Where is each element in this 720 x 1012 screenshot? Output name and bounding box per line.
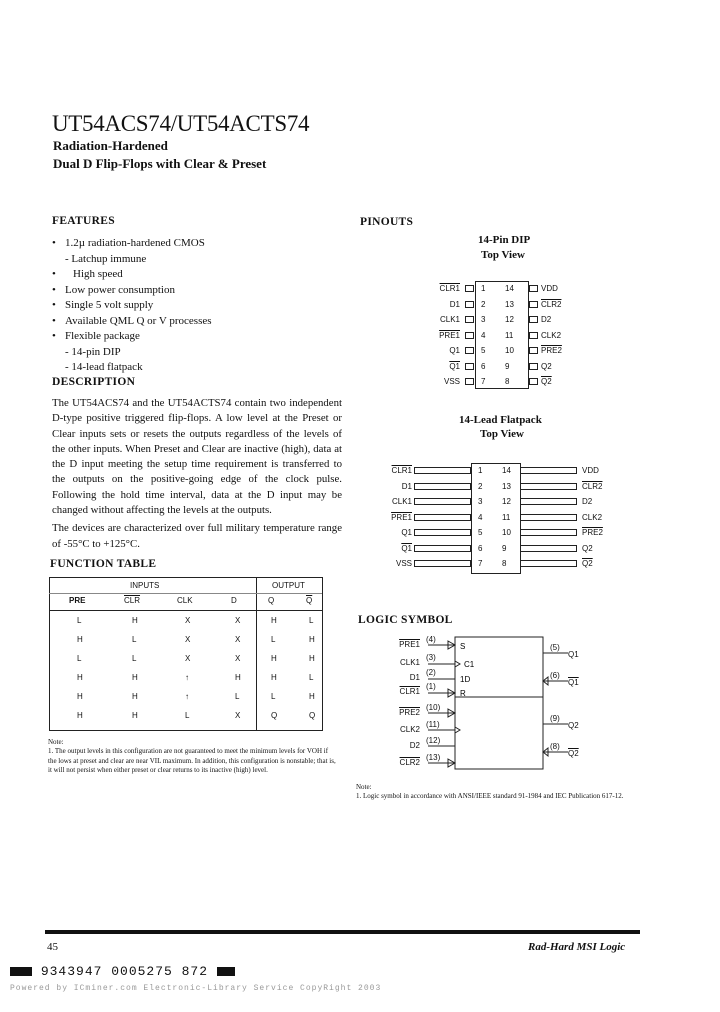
description-heading: DESCRIPTION [52,376,136,388]
pin-label-right: Q2 [541,377,552,386]
pin-number: 1 [481,284,486,293]
table-cell: H [309,692,315,701]
pin-label-left: VSS [395,559,412,568]
table-cell: L [309,616,314,625]
pin-label-right: VDD [582,466,599,475]
logic-output-name: Q2 [568,749,579,758]
table-cell: X [235,711,241,720]
pin-number: 8 [505,377,510,386]
pin-label-left: Q1 [401,543,412,553]
feature-subitem: - 14-lead flatpack [65,361,143,373]
table-cell: X [235,616,241,625]
barcode-line [10,964,235,979]
table-cell: H [132,711,138,720]
logic-output-pin: (9) [550,714,560,723]
logic-input-name: CLK2 [399,725,420,734]
pin-label-right: Q2 [582,543,593,553]
pin-lead [520,514,577,521]
pin-label-right: CLK2 [541,330,562,340]
table-cell: L [309,673,314,682]
dip-title: 14-Pin DIP [478,234,531,246]
dip-view: Top View [481,249,525,261]
barcode-block-left [10,967,32,976]
pin-lead [414,483,471,490]
function-table-rows [49,616,322,731]
pin-number: 10 [505,346,514,355]
table-cell: H [77,673,83,682]
pin-number: 12 [505,315,514,324]
pin-lead [529,285,538,292]
table-cell: X [185,654,191,663]
pin-label-right: Q2 [582,559,593,568]
pin-number: 11 [505,330,514,340]
logic-input-pin: (10) [426,703,441,712]
pin-lead [520,483,577,490]
table-cell: H [77,711,83,720]
flatpack-view: Top View [480,428,524,440]
pin-label-right: D2 [541,315,552,324]
pin-label-left: Q1 [449,346,460,355]
table-cell: X [235,654,241,663]
feature-item: • Low power consumption [52,283,312,299]
pin-label-left: VSS [443,377,460,386]
pin-number: 1 [478,466,483,475]
output-label: OUTPUT [272,581,305,590]
logic-input-name: D2 [409,741,420,750]
feature-item: • Available QML Q or V processes [52,314,312,330]
flatpack-title: 14-Lead Flatpack [459,414,542,426]
logic-input-name: CLR2 [399,758,420,767]
logic-symbol-diagram [380,630,600,775]
pin-number: 8 [502,559,507,568]
pin-lead [520,498,577,505]
pin-lead [414,498,471,505]
pin-number: 7 [478,559,483,568]
pin-number: 6 [478,543,483,553]
pin-lead [465,316,474,323]
box-label-s: S [460,642,466,651]
pin-label-right: PRE2 [541,346,562,355]
logic-output-name: Q1 [568,650,579,659]
pin-label-right: CLR2 [582,481,603,491]
pin-label-left: D1 [449,299,460,309]
pin-lead [414,467,471,474]
pin-lead [414,545,471,552]
table-cell: ↑ [185,673,189,682]
document-title: UT54ACS74/UT54ACTS74 [52,111,310,136]
pin-number: 13 [502,481,511,491]
pin-label-left: PRE1 [391,512,412,522]
pin-label-left: CLR1 [439,284,460,293]
pin-number: 2 [478,481,483,491]
table-cell: L [132,635,137,644]
logic-output-pin: (8) [550,742,560,751]
pin-label-right: Q2 [541,361,552,371]
logic-input-name: PRE2 [399,708,420,717]
table-cell: H [132,692,138,701]
pin-number: 14 [502,466,511,475]
box-label-r: R [460,689,466,698]
table-cell: X [185,635,191,644]
watermark-text: Powered by ICminer.com Electronic-Library Service CopyRight 2003 [10,984,382,993]
pin-lead [529,301,538,308]
pin-lead [529,363,538,370]
pin-label-right: CLK2 [582,512,603,522]
pin-lead [520,545,577,552]
pin-number: 11 [502,512,511,522]
pin-number: 13 [505,299,514,309]
table-cell: L [271,635,276,644]
footer-section: Rad-Hard MSI Logic [528,941,626,953]
pin-number: 7 [481,377,486,386]
table-cell: H [309,654,315,663]
table-cell: H [271,654,277,663]
table-cell: H [271,673,277,682]
pin-number: 5 [478,528,483,537]
feature-item: • 1.2µ radiation-hardened CMOS [52,236,312,252]
pin-number: 12 [502,497,511,506]
function-note: 1. The output levels in this configuration are not guaranteed to meet the minimum levels for VOH if the lows at preset and clear are near VIL maximum. In addition, this configuration is nonstable; that is, it will not persist when either preset or clear returns to its inactive (high) level. [48,747,336,774]
logic-input-pin: (11) [426,720,440,729]
box-label-1d: 1D [460,675,471,684]
pin-lead [520,529,577,536]
barcode-block-right [217,967,235,976]
features-heading: FEATURES [52,215,115,227]
pin-number: 10 [502,528,511,537]
function-note-label: Note: [48,738,64,746]
table-cell: H [309,635,315,644]
pin-label-left: Q1 [449,361,460,371]
pin-label-left: PRE1 [439,330,460,340]
flipflop-2-box [455,697,543,769]
logic-input-name: PRE1 [399,640,420,649]
pin-lead [465,301,474,308]
description-paragraph-2: The devices are characterized over full military temperature range of -55°C to +125°C. [52,522,342,550]
pin-lead [414,514,471,521]
pin-number: 5 [481,346,486,355]
pin-label-right: CLR2 [541,299,562,309]
function-table-heading: FUNCTION TABLE [50,558,157,570]
logic-input-pin: (12) [426,736,441,745]
pin-label-right: VDD [541,284,558,293]
pin-lead [465,347,474,354]
page-number: 45 [47,941,58,953]
subtitle-description: Dual D Flip-Flops with Clear & Preset [53,156,267,171]
pin-label-left: Q1 [401,528,412,537]
pin-lead [465,332,474,339]
inputs-label: INPUTS [130,581,160,590]
logic-input-pin: (3) [426,653,436,662]
description-body [52,396,342,552]
table-cell: H [77,635,83,644]
pin-number: 14 [505,284,514,293]
logic-note-label: Note: [356,783,372,791]
table-cell: L [235,692,240,701]
features-list [52,236,312,376]
pin-label-right: PRE2 [582,528,603,537]
table-cell: H [132,616,138,625]
col-pre: PRE [69,596,86,605]
feature-item: • High speed [52,267,312,283]
pin-lead [414,529,471,536]
table-cell: L [132,654,137,663]
pin-lead [465,378,474,385]
pin-label-left: CLR1 [391,466,412,475]
logic-input-pin: (4) [426,635,436,644]
pin-lead [414,560,471,567]
logic-output-pin: (5) [550,643,560,652]
logic-output-name: Q1 [568,678,579,687]
table-cell: X [185,616,191,625]
pin-number: 4 [478,512,483,522]
table-cell: Q [309,711,316,720]
pin-lead [529,316,538,323]
pin-label-left: D1 [401,481,412,491]
pin-lead [520,560,577,567]
pin-lead [520,467,577,474]
logic-input-pin: (13) [426,753,441,762]
logic-input-pin: (1) [426,682,436,691]
pin-number: 9 [502,543,507,553]
logic-input-name: CLR1 [399,687,420,696]
table-cell: X [235,635,241,644]
table-divider-body [49,610,322,611]
col-qbar: $\overline{Q}$ [306,596,313,605]
pin-number: 2 [481,299,486,309]
footer-rule [45,930,640,934]
pin-lead [529,332,538,339]
pin-number: 6 [481,361,486,371]
pin-lead [529,347,538,354]
col-q: Q [268,596,275,605]
table-cell: L [271,692,276,701]
barcode-text: 9343947 0005275 872 [40,964,209,979]
logic-input-name: CLK1 [399,658,420,667]
feature-subitem: - 14-pin DIP [65,345,121,358]
box-label-c1: C1 [464,660,475,669]
table-cell: H [271,616,277,625]
pinouts-heading: PINOUTS [360,216,414,228]
table-divider-header [49,593,322,594]
pin-lead [465,363,474,370]
feature-item: • Single 5 volt supply [52,298,312,314]
table-cell: H [132,673,138,682]
pin-label-right: D2 [582,497,593,506]
feature-subitem: - Latchup immune [65,252,147,265]
pin-label-left: CLK1 [391,497,412,506]
logic-symbol-heading: LOGIC SYMBOL [358,614,453,626]
pin-number: 3 [478,497,483,506]
description-paragraph-1: The UT54ACS74 and the UT54ACTS74 contain two independent D-type positive triggered flip-flops. A low level at the Preset or Clear inputs sets or resets the outputs regardless of the levels of the other inputs. When Preset and Clear are inactive (high), data at the D input meeting the setup time requirement is transferred to the outputs on the positive-going edge of the clock pulse. Following the hold time interval, data at the D input may be changed without affecting the levels at the outputs. [52,397,342,517]
pin-label-left: CLK1 [439,315,460,324]
pin-lead [465,285,474,292]
table-cell: L [185,711,190,720]
logic-output-name: Q2 [568,721,579,730]
table-cell: L [77,654,82,663]
table-cell: H [235,673,241,682]
table-cell: Q [271,711,278,720]
feature-item: • Flexible package [52,329,312,345]
pin-lead [529,378,538,385]
table-cell: ↑ [185,692,189,701]
pin-number: 4 [481,330,486,340]
pin-number: 9 [505,361,510,371]
logic-input-pin: (2) [426,668,436,677]
logic-output-pin: (6) [550,671,560,680]
col-clk: CLK [177,596,193,605]
pin-number: 3 [481,315,486,324]
logic-input-name: D1 [409,673,420,682]
table-cell: L [77,616,82,625]
col-d: D [231,596,237,605]
table-cell: H [77,692,83,701]
subtitle-radiation: Radiation-Hardened [53,138,168,153]
logic-note: 1. Logic symbol in accordance with ANSI/IEEE standard 91-1984 and IEC Publication 617-12. [356,792,624,800]
col-clr: $\overline{CLR}$ [124,596,141,605]
